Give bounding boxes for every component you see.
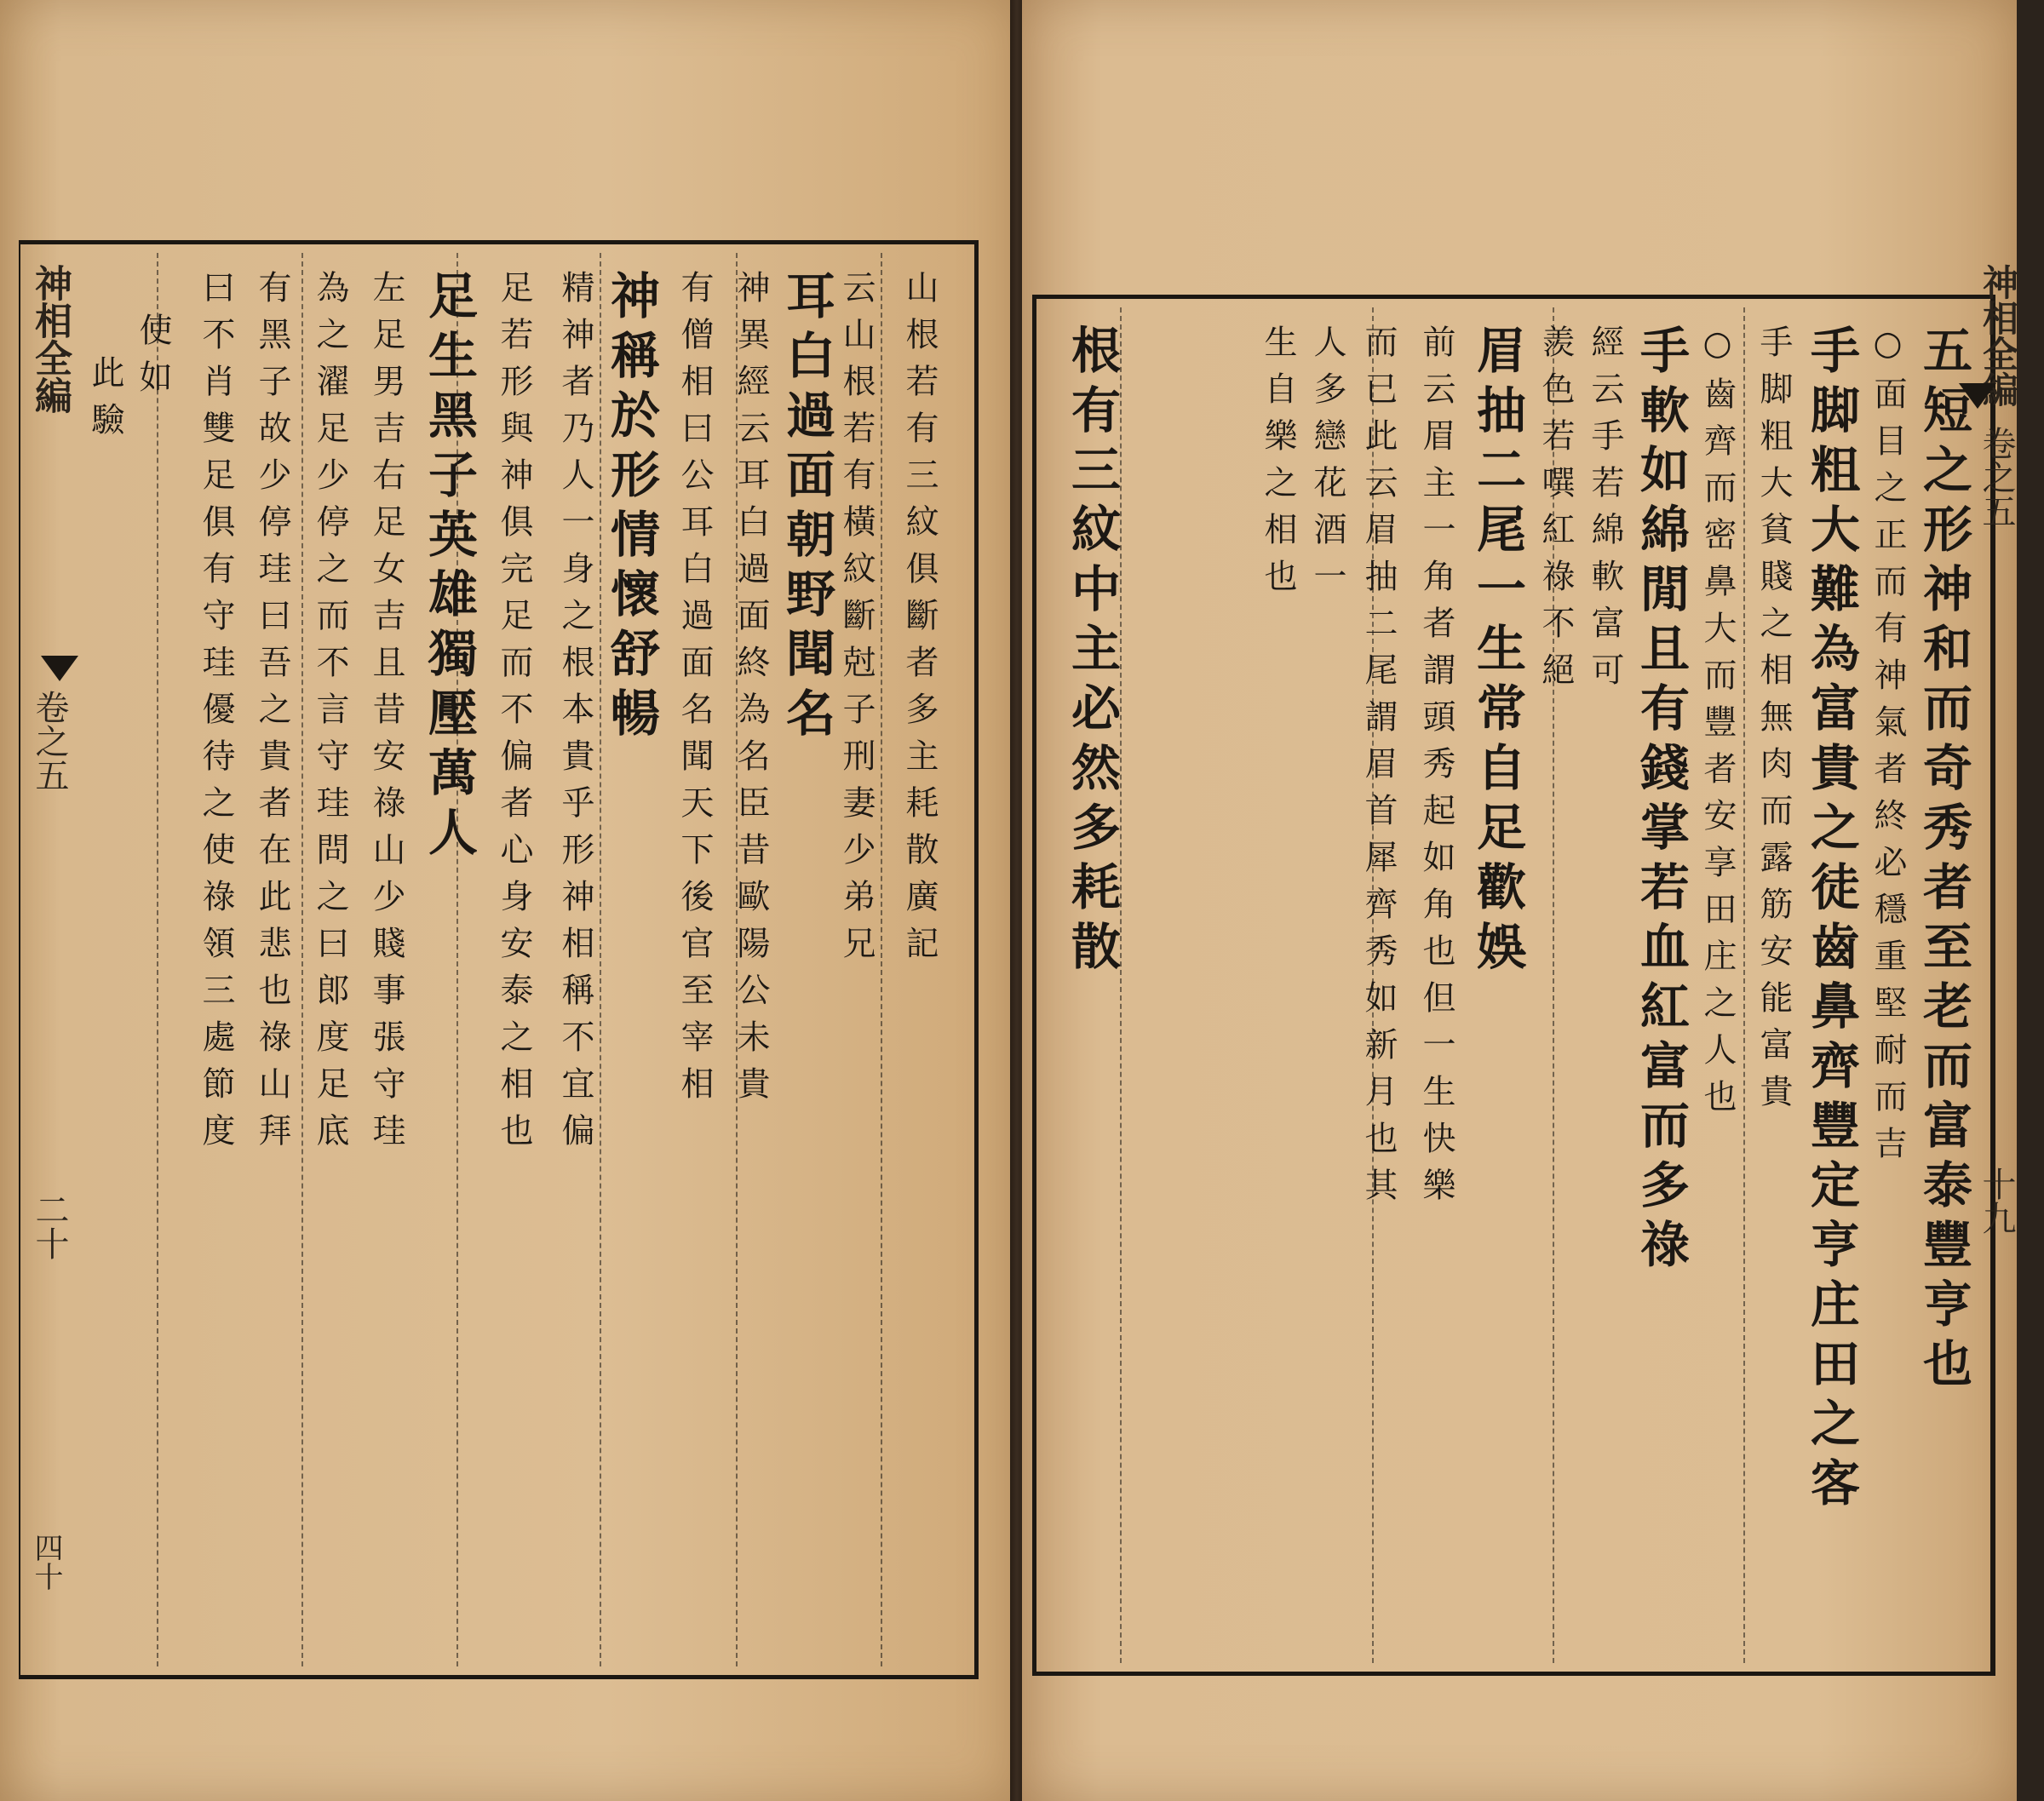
right-col-4: 手脚粗大貧賤之相無肉而露筋安能富貴: [1754, 324, 1793, 1121]
left-col-9: 足生黑子英雄獨壓萬人: [420, 270, 478, 866]
right-col-2: ○面目之正而有神氣者終必穩重堅耐而吉: [1869, 324, 1907, 1173]
left-col-1: 山根若有三紋俱斷者多主耗散廣記: [900, 270, 939, 972]
fish-tail-mark: [41, 656, 78, 681]
left-col-8: 足若形與神俱完足而不偏者心身安泰之相也: [495, 270, 533, 1160]
left-margin-title: 神相全編: [28, 264, 72, 414]
column-rule: [1743, 307, 1745, 1663]
right-col-11: 而已此云眉抽二尾謂眉首犀齊秀如新月也其: [1359, 324, 1398, 1214]
right-col-3: 手脚粗大難為富貴之徒齒鼻齊豐定亨庄田之客: [1802, 324, 1860, 1517]
left-col-10: 左足男吉右足女吉且昔安祿山少賤事張守珪: [367, 270, 405, 1160]
right-col-1: 五短之形神和而奇秀者至老而富泰豐亨也: [1915, 324, 1972, 1397]
right-col-6: 手軟如綿閒且有錢掌若血紅富而多祿: [1632, 324, 1690, 1278]
column-rule: [881, 253, 882, 1666]
left-col-5: 有僧相曰公耳白過面名聞天下後官至宰相: [675, 270, 714, 1113]
right-col-5: ○齒齊而密鼻大而豐者安享田庄之人也: [1698, 324, 1737, 1126]
left-col-11: 為之濯足少停之而不言守珪問之曰郎度足底: [311, 270, 349, 1160]
left-col-7: 精神者乃人一身之根本貴乎形神相稱不宜偏: [556, 270, 594, 1160]
column-rule: [157, 253, 158, 1666]
left-col-3: 耳白過面朝野聞名: [778, 270, 835, 747]
left-col-2: 云山根若有橫紋斷尅子刑妻少弟兄: [837, 270, 876, 972]
right-col-7: 經云手若綿軟富可: [1586, 324, 1624, 699]
right-col-14: 根有三紋中主必然多耗散: [1063, 324, 1121, 980]
column-rule: [301, 253, 303, 1666]
right-col-13: 生自樂之相也: [1259, 324, 1297, 605]
left-col-14: 使如: [134, 313, 172, 406]
right-col-8: 羨色若噀紅祿不絕: [1536, 324, 1575, 699]
left-col-13: 曰不肖雙足俱有守珪優待之使祿領三處節度: [197, 270, 235, 1160]
left-margin-volume: 卷之五: [30, 690, 69, 792]
right-margin-volume: 卷之五: [1977, 426, 2016, 528]
left-margin-leaf-number: 四十: [29, 1533, 63, 1591]
column-rule: [600, 253, 601, 1666]
left-col-6: 神稱於形情懷舒暢: [602, 270, 660, 747]
right-margin-title: 神相全編: [1978, 264, 2019, 407]
left-text-frame: [19, 240, 979, 1679]
right-margin-folio: 十九: [1977, 1167, 2016, 1235]
right-text-frame: [1032, 295, 1995, 1676]
left-col-12: 有黑子故少停珪曰吾之貴者在此悲也祿山拜: [253, 270, 291, 1160]
right-col-9: 眉抽二尾一生常自足歡娛: [1468, 324, 1526, 980]
left-margin-folio: 二十: [30, 1192, 69, 1260]
left-col-15: 此驗: [86, 355, 124, 449]
fish-tail-mark: [1959, 383, 1996, 409]
left-col-4: 神異經云耳白過面終為名臣昔歐陽公未貴: [732, 270, 770, 1113]
right-col-12: 人多戀花酒一: [1308, 324, 1346, 605]
right-col-10: 前云眉主一角者謂頭秀起如角也但一生快樂: [1417, 324, 1455, 1214]
